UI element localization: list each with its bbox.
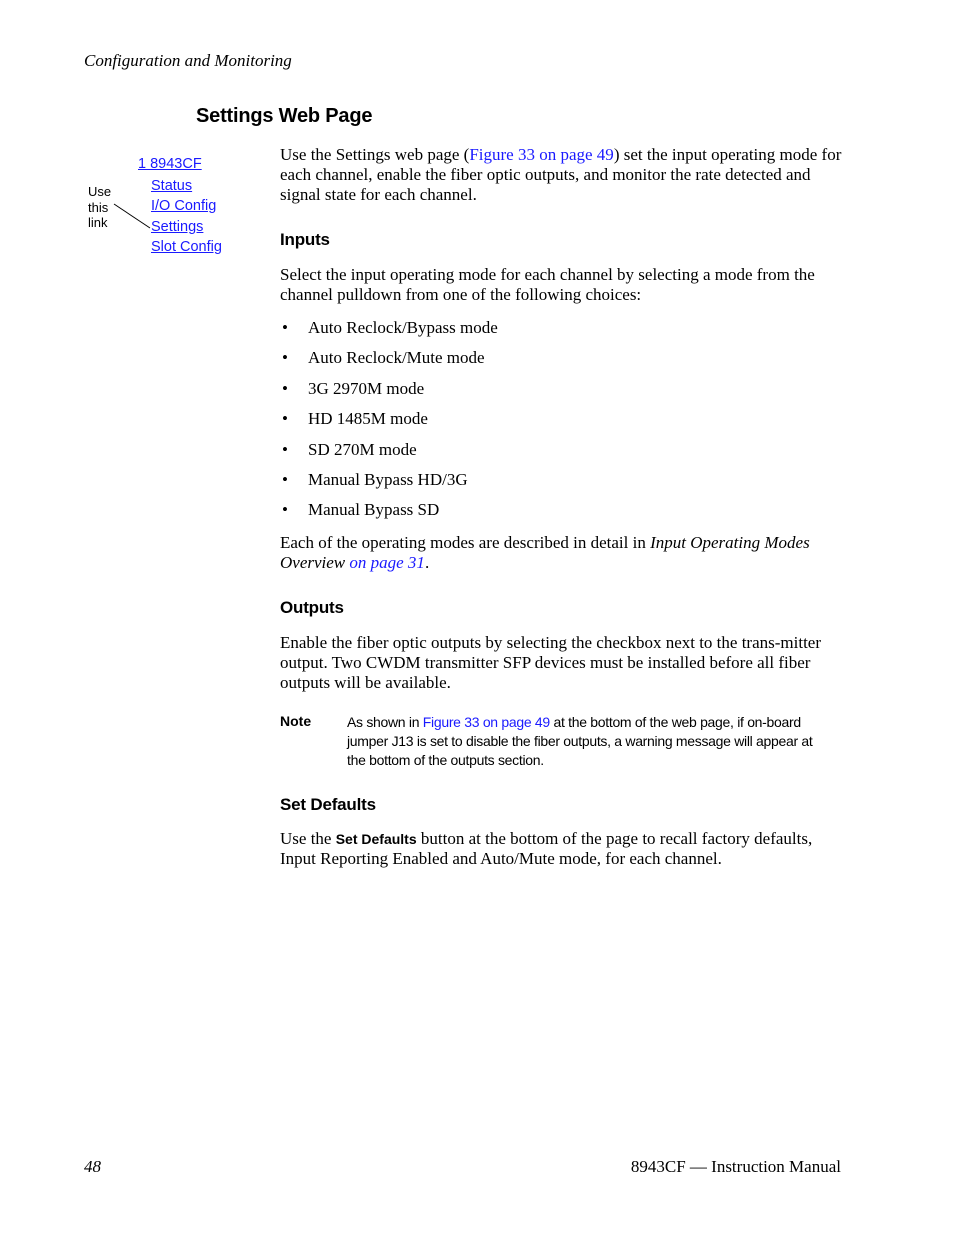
nav-link-status[interactable]: Status bbox=[151, 178, 193, 194]
set-defaults-paragraph: Use the Set Defaults button at the bottom of the page to recall factory defaults, Input Reporting Enabled and Auto/Mute mode, for each channel. bbox=[280, 829, 813, 868]
list-item: • Manual Bypass HD/3G bbox=[280, 470, 498, 500]
list-item: • Auto Reclock/Mute mode bbox=[280, 348, 498, 378]
nav-link-slot-config[interactable]: Slot Config bbox=[151, 239, 222, 255]
intro-paragraph: Use the Settings web page (Figure 33 on page 49) set the input operating mode for each channel, enable the fiber optic outputs, and monitor the rate detected and signal state for each channel. bbox=[280, 145, 842, 204]
nav-link-io-config[interactable]: I/O Config bbox=[151, 198, 217, 214]
note-label: Note bbox=[280, 713, 312, 729]
list-item: • SD 270M mode bbox=[280, 440, 498, 470]
note-text: As shown in Figure 33 on page 49 at the bottom of the web page, if on-board jumper J13 is set to disable the fiber outputs, a warning message will appear at the bottom of the outputs section. bbox=[347, 714, 813, 768]
modes-list bbox=[280, 318, 498, 531]
reference-title: Input Operating Modes Overview bbox=[280, 533, 810, 572]
callout-leader-line bbox=[110, 200, 154, 232]
nav-link-8943cf[interactable]: 1 8943CF bbox=[138, 156, 202, 172]
inputs-paragraph: Select the input operating mode for each channel by selecting a mode from the channel pulldown from one of the following choices: bbox=[280, 265, 815, 304]
page-link[interactable]: on page 31 bbox=[349, 553, 425, 572]
set-defaults-heading: Set Defaults bbox=[280, 795, 376, 814]
modes-reference-paragraph: Each of the operating modes are described in detail in Input Operating Modes Overview on page 31. bbox=[280, 533, 810, 572]
callout-label: Use this link bbox=[88, 184, 112, 230]
figure-link[interactable]: Figure 33 on page 49 bbox=[422, 714, 550, 730]
outputs-heading: Outputs bbox=[280, 598, 344, 617]
manual-title: 8943CF — Instruction Manual bbox=[630, 1157, 841, 1176]
nav-link-settings[interactable]: Settings bbox=[151, 219, 204, 235]
list-item: • Auto Reclock/Bypass mode bbox=[280, 318, 498, 348]
list-item: • 3G 2970M mode bbox=[280, 379, 498, 409]
section-title: Settings Web Page bbox=[196, 105, 373, 127]
running-header: Configuration and Monitoring bbox=[84, 51, 292, 70]
inputs-heading: Inputs bbox=[280, 230, 330, 249]
list-item: • Manual Bypass SD bbox=[280, 500, 498, 530]
figure-link[interactable]: Figure 33 on page 49 bbox=[469, 145, 614, 164]
button-name: Set Defaults bbox=[335, 831, 417, 847]
list-item: • HD 1485M mode bbox=[280, 409, 498, 439]
outputs-paragraph: Enable the fiber optic outputs by selecting the checkbox next to the trans-mitter output. Two CWDM transmitter SFP devices must be installed before all fiber outputs will be available. bbox=[280, 633, 822, 692]
page-number: 48 bbox=[84, 1157, 101, 1176]
